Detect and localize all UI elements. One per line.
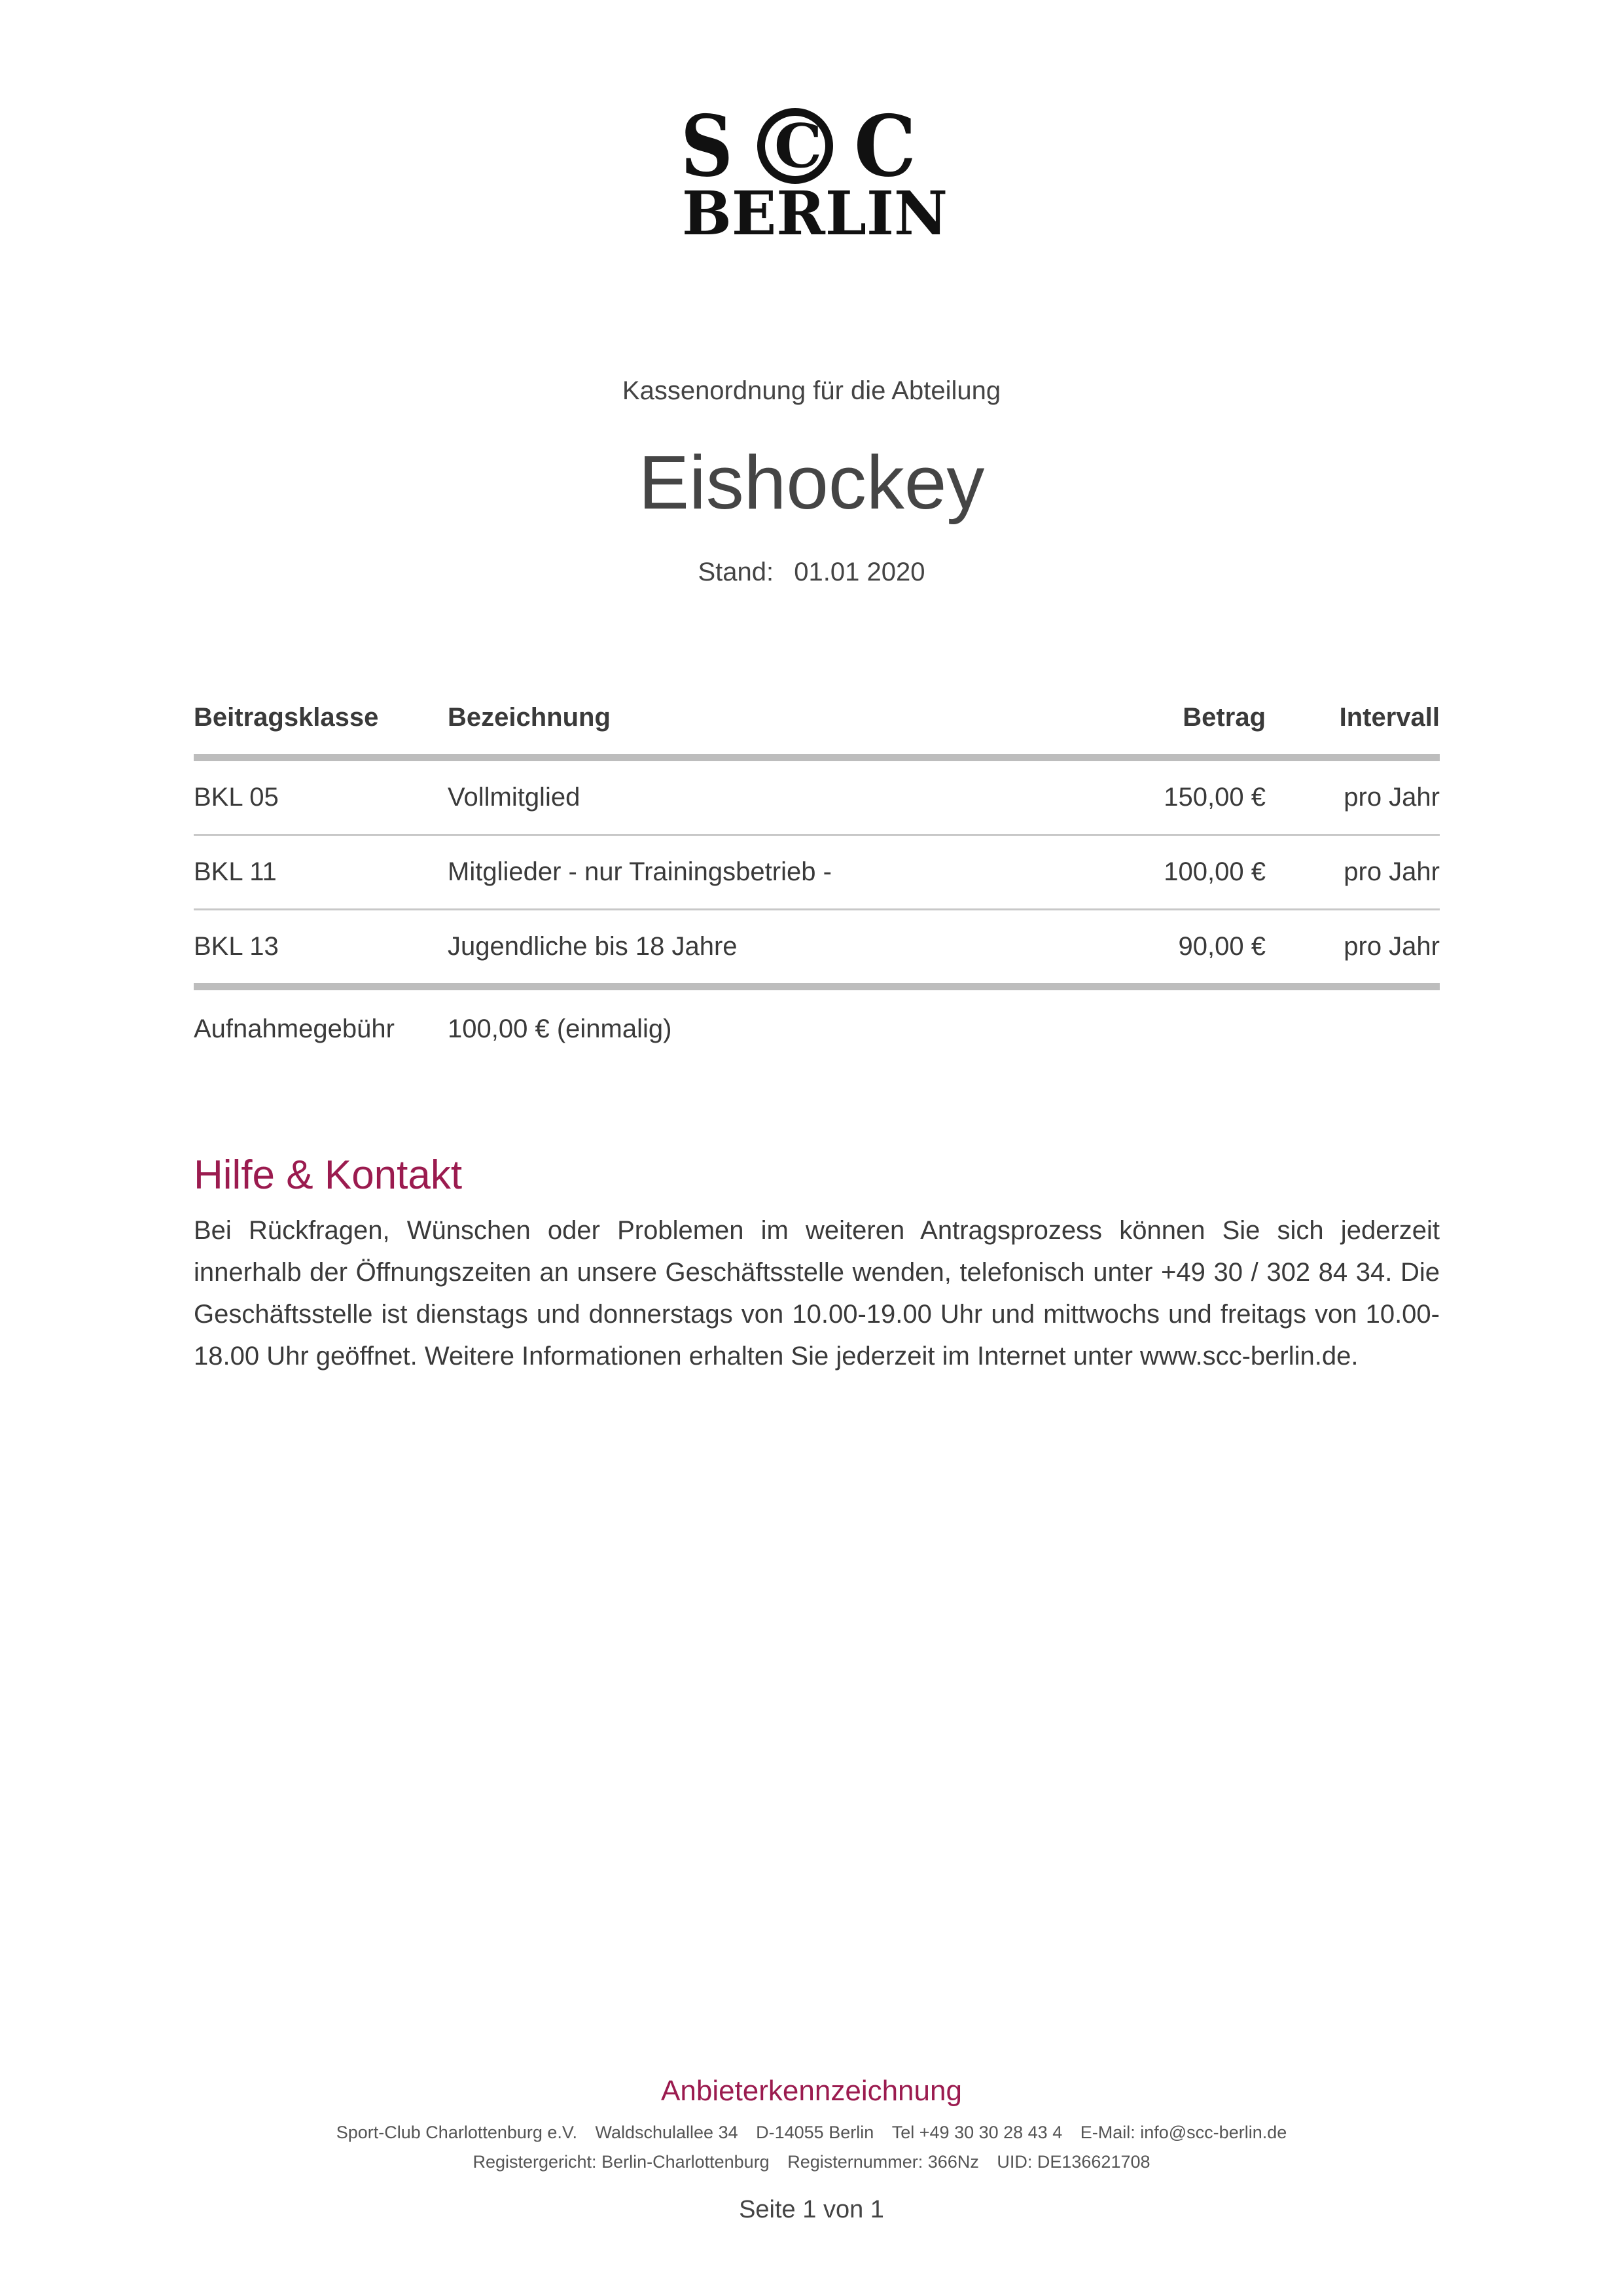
stand-value: 01.01 2020 (794, 558, 925, 586)
column-header-beitragsklasse: Beitragsklasse (194, 681, 448, 758)
cell-betrag: 100,00 € (1037, 835, 1266, 910)
footer-register-number: Registernummer: 366Nz (787, 2152, 979, 2172)
logo-word-berlin: BERLIN (682, 178, 948, 242)
cell-intervall: pro Jahr (1266, 910, 1440, 987)
table-header-row (194, 681, 1440, 758)
fee-table (194, 681, 1440, 1067)
cell-betrag: 150,00 € (1037, 758, 1266, 835)
stand-label: Stand: (698, 558, 774, 586)
page-number: Seite 1 von 1 (739, 2196, 884, 2223)
cell-intervall: pro Jahr (1266, 835, 1440, 910)
footer-city: D-14055 Berlin (756, 2123, 874, 2142)
footer-street: Waldschulallee 34 (595, 2123, 738, 2142)
table-row (194, 758, 1440, 835)
cell-bezeichnung: Jugendliche bis 18 Jahre (448, 910, 1037, 987)
cell-klasse: BKL 05 (194, 758, 448, 835)
column-header-betrag: Betrag (1037, 681, 1266, 758)
logo-letter-inner-c: C (774, 111, 823, 181)
cell-bezeichnung: Vollmitglied (448, 758, 1037, 835)
logo-letter-c: C (854, 105, 916, 196)
stand-date (0, 558, 1623, 587)
logo-graphic (681, 105, 949, 242)
cell-bezeichnung: Mitglieder - nur Trainingsbetrieb - (448, 835, 1037, 910)
cell-intervall: pro Jahr (1266, 758, 1440, 835)
table-row (194, 910, 1440, 987)
footer-heading: Anbieterkennzeichnung (661, 2075, 962, 2107)
document-subtitle: Kassenordnung für die Abteilung (622, 376, 1001, 405)
scc-berlin-logo (681, 105, 949, 242)
cell-betrag: 90,00 € (1037, 910, 1266, 987)
footer-phone: Tel +49 30 30 28 43 4 (891, 2123, 1063, 2142)
aufnahme-label: Aufnahmegebühr (194, 1014, 395, 1043)
cell-klasse: BKL 13 (194, 910, 448, 987)
footer-uid: UID: DE136621708 (997, 2152, 1150, 2172)
footer-address-line (0, 2123, 1623, 2143)
help-heading: Hilfe & Kontakt (194, 1153, 463, 1198)
aufnahme-row (194, 987, 1440, 1068)
aufnahme-value: 100,00 € (einmalig) (448, 1014, 672, 1043)
footer-register-line (0, 2152, 1623, 2172)
logo-letter-s: S (681, 105, 733, 196)
column-header-bezeichnung: Bezeichnung (448, 681, 1037, 758)
table-row (194, 835, 1440, 910)
footer-register-court: Registergericht: Berlin-Charlottenburg (473, 2152, 770, 2172)
help-paragraph: Bei Rückfragen, Wünschen oder Problemen im weiteren Antragsprozess können Sie sich jederzeit innerhalb der Öffnungszeiten an unsere Geschäftsstelle wenden, telefonisch unter +49 30 / 302 84 34. Die Geschäftsstelle ist dienstags und donnerstags von 10.00-19.00 Uhr und mittwochs und freitags von 10.00-18.00 Uhr geöffnet. Weitere Informationen erhalten Sie jederzeit im Internet unter www.scc-berlin.de. (194, 1216, 1440, 1371)
cell-klasse: BKL 11 (194, 835, 448, 910)
column-header-intervall: Intervall (1266, 681, 1440, 758)
footer-org-name: Sport-Club Charlottenburg e.V. (336, 2123, 577, 2142)
department-title: Eishockey (638, 440, 985, 525)
footer-email: E-Mail: info@scc-berlin.de (1080, 2123, 1287, 2142)
